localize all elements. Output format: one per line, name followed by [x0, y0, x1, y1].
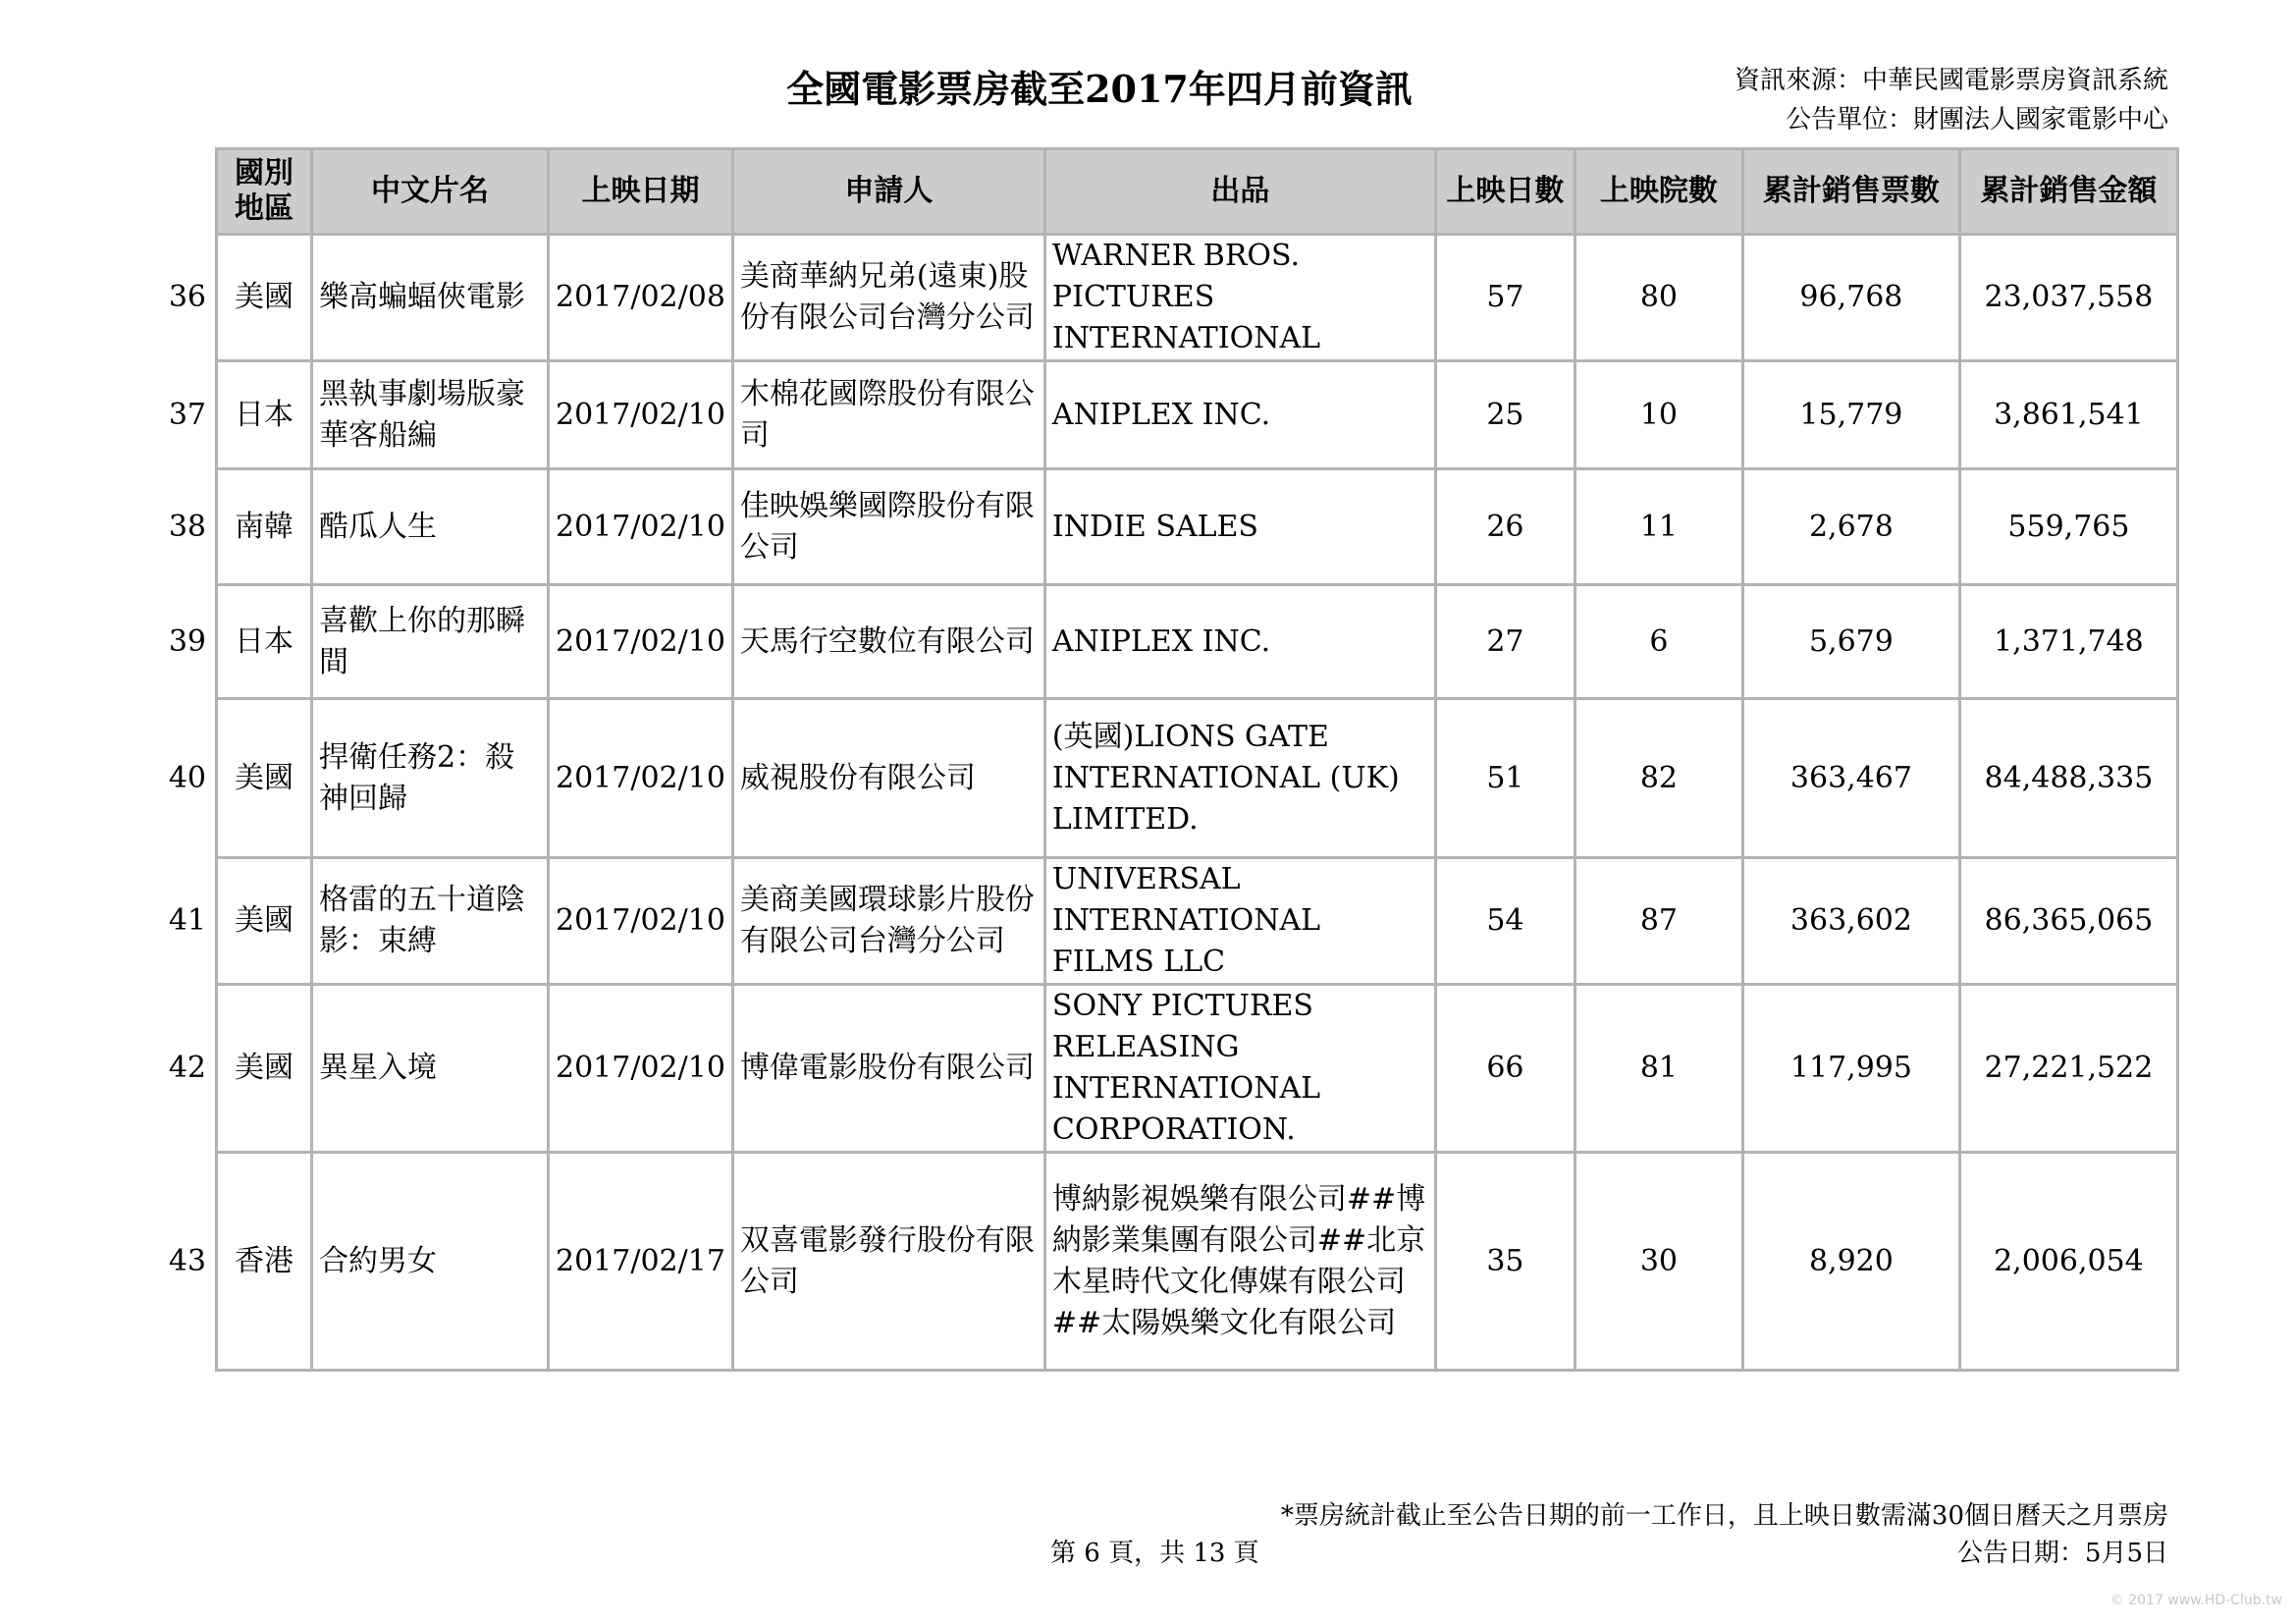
table-row — [217, 1153, 2178, 1371]
cell-tickets: 2,678 — [1742, 469, 1959, 585]
cell-title: 合約男女 — [312, 1153, 549, 1371]
col-header-region: 國別 地區 — [217, 149, 312, 235]
row-number: 38 — [168, 509, 206, 544]
cell-date: 2017/02/10 — [549, 585, 733, 699]
cell-revenue: 23,037,558 — [1959, 235, 2177, 361]
cell-tickets: 363,467 — [1742, 699, 1959, 858]
cell-applicant: 美商美國環球影片股份有限公司台灣分公司 — [732, 858, 1044, 985]
cell-applicant: 双喜電影發行股份有限公司 — [732, 1153, 1044, 1371]
cell-tickets: 15,779 — [1742, 361, 1959, 469]
publish-date: 公告日期：5月5日 — [1956, 1539, 2168, 1568]
col-header-days: 上映日數 — [1435, 149, 1575, 235]
cell-theaters: 10 — [1575, 361, 1742, 469]
cell-applicant: 木棉花國際股份有限公司 — [732, 361, 1044, 469]
cell-theaters: 82 — [1575, 699, 1742, 858]
table-row — [217, 585, 2178, 699]
cell-producer: ANIPLEX INC. — [1044, 585, 1435, 699]
col-header-date: 上映日期 — [549, 149, 733, 235]
cell-title: 格雷的五十道陰影：束縛 — [312, 858, 549, 985]
row-number: 39 — [168, 623, 206, 659]
cell-applicant: 美商華納兄弟(遠東)股份有限公司台灣分公司 — [732, 235, 1044, 361]
footnote: *票房統計截止至公告日期的前一工作日，且上映日數需滿30個日曆天之月票房 — [1280, 1501, 2168, 1531]
cell-date: 2017/02/17 — [549, 1153, 733, 1371]
col-header-producer: 出品 — [1044, 149, 1435, 235]
cell-producer: 博納影視娛樂有限公司##博納影業集團有限公司##北京木星時代文化傳媒有限公司##太陽娛樂文化有限公司 — [1044, 1153, 1435, 1371]
row-number: 36 — [168, 280, 206, 314]
cell-revenue: 84,488,335 — [1959, 699, 2177, 858]
cell-days: 27 — [1435, 585, 1575, 699]
cell-theaters: 30 — [1575, 1153, 1742, 1371]
table-header-row — [217, 149, 2178, 235]
box-office-table — [215, 147, 2179, 1372]
cell-producer: WARNER BROS. PICTURES INTERNATIONAL — [1044, 235, 1435, 361]
table-row — [217, 469, 2178, 585]
table-row — [217, 858, 2178, 985]
col-header-tickets: 累計銷售票數 — [1742, 149, 1959, 235]
col-header-theaters: 上映院數 — [1575, 149, 1742, 235]
publisher-line: 公告單位：財團法人國家電影中心 — [1785, 105, 2168, 135]
col-header-revenue: 累計銷售金額 — [1959, 149, 2177, 235]
source-block — [1735, 61, 2168, 139]
cell-region: 日本 — [217, 361, 312, 469]
cell-date: 2017/02/10 — [549, 858, 733, 985]
cell-title: 喜歡上你的那瞬間 — [312, 585, 549, 699]
cell-title: 異星入境 — [312, 985, 549, 1153]
cell-producer: (英國)LIONS GATE INTERNATIONAL (UK) LIMITED. — [1044, 699, 1435, 858]
cell-theaters: 87 — [1575, 858, 1742, 985]
cell-days: 54 — [1435, 858, 1575, 985]
cell-region: 美國 — [217, 858, 312, 985]
cell-title: 酷瓜人生 — [312, 469, 549, 585]
cell-applicant: 威視股份有限公司 — [732, 699, 1044, 858]
cell-revenue: 1,371,748 — [1959, 585, 2177, 699]
row-number: 42 — [168, 1051, 206, 1085]
cell-date: 2017/02/10 — [549, 469, 733, 585]
source-line: 資訊來源：中華民國電影票房資訊系統 — [1734, 66, 2168, 95]
row-number: 43 — [168, 1243, 206, 1278]
cell-applicant: 佳映娛樂國際股份有限公司 — [732, 469, 1044, 585]
page-number: 第 6 頁，共 13 頁 — [1050, 1539, 1259, 1568]
cell-revenue: 3,861,541 — [1959, 361, 2177, 469]
cell-days: 26 — [1435, 469, 1575, 585]
cell-days: 51 — [1435, 699, 1575, 858]
cell-title: 樂高蝙蝠俠電影 — [312, 235, 549, 361]
page-title: 全國電影票房截至2017年四月前資訊 — [786, 67, 1413, 111]
cell-title: 黑執事劇場版豪華客船編 — [312, 361, 549, 469]
cell-date: 2017/02/10 — [549, 985, 733, 1153]
cell-theaters: 80 — [1575, 235, 1742, 361]
cell-days: 66 — [1435, 985, 1575, 1153]
row-number: 37 — [168, 397, 206, 432]
cell-tickets: 363,602 — [1742, 858, 1959, 985]
cell-region: 日本 — [217, 585, 312, 699]
cell-date: 2017/02/08 — [549, 235, 733, 361]
cell-region: 南韓 — [217, 469, 312, 585]
table-row — [217, 235, 2178, 361]
cell-revenue: 86,365,065 — [1959, 858, 2177, 985]
table-row — [217, 985, 2178, 1153]
cell-tickets: 8,920 — [1742, 1153, 1959, 1371]
cell-revenue: 27,221,522 — [1959, 985, 2177, 1153]
cell-revenue: 2,006,054 — [1959, 1153, 2177, 1371]
col-header-title: 中文片名 — [312, 149, 549, 235]
cell-theaters: 11 — [1575, 469, 1742, 585]
cell-applicant: 天馬行空數位有限公司 — [732, 585, 1044, 699]
cell-region: 美國 — [217, 235, 312, 361]
cell-producer: INDIE SALES — [1044, 469, 1435, 585]
cell-date: 2017/02/10 — [549, 699, 733, 858]
cell-days: 35 — [1435, 1153, 1575, 1371]
table-row — [217, 699, 2178, 858]
cell-region: 美國 — [217, 985, 312, 1153]
col-header-applicant: 申請人 — [732, 149, 1044, 235]
cell-producer: SONY PICTURES RELEASING INTERNATIONAL CORPORATION. — [1044, 985, 1435, 1153]
cell-applicant: 博偉電影股份有限公司 — [732, 985, 1044, 1153]
cell-theaters: 6 — [1575, 585, 1742, 699]
watermark: © 2017 www.HD-Club.tw — [2109, 1593, 2282, 1608]
cell-days: 57 — [1435, 235, 1575, 361]
table-row — [217, 361, 2178, 469]
cell-title: 捍衛任務2：殺神回歸 — [312, 699, 549, 858]
cell-producer: ANIPLEX INC. — [1044, 361, 1435, 469]
row-number: 41 — [168, 903, 206, 938]
cell-region: 美國 — [217, 699, 312, 858]
cell-producer: UNIVERSAL INTERNATIONAL FILMS LLC — [1044, 858, 1435, 985]
cell-tickets: 5,679 — [1742, 585, 1959, 699]
cell-region: 香港 — [217, 1153, 312, 1371]
cell-date: 2017/02/10 — [549, 361, 733, 469]
cell-theaters: 81 — [1575, 985, 1742, 1153]
cell-days: 25 — [1435, 361, 1575, 469]
row-number: 40 — [168, 760, 206, 795]
cell-tickets: 117,995 — [1742, 985, 1959, 1153]
cell-tickets: 96,768 — [1742, 235, 1959, 361]
cell-revenue: 559,765 — [1959, 469, 2177, 585]
